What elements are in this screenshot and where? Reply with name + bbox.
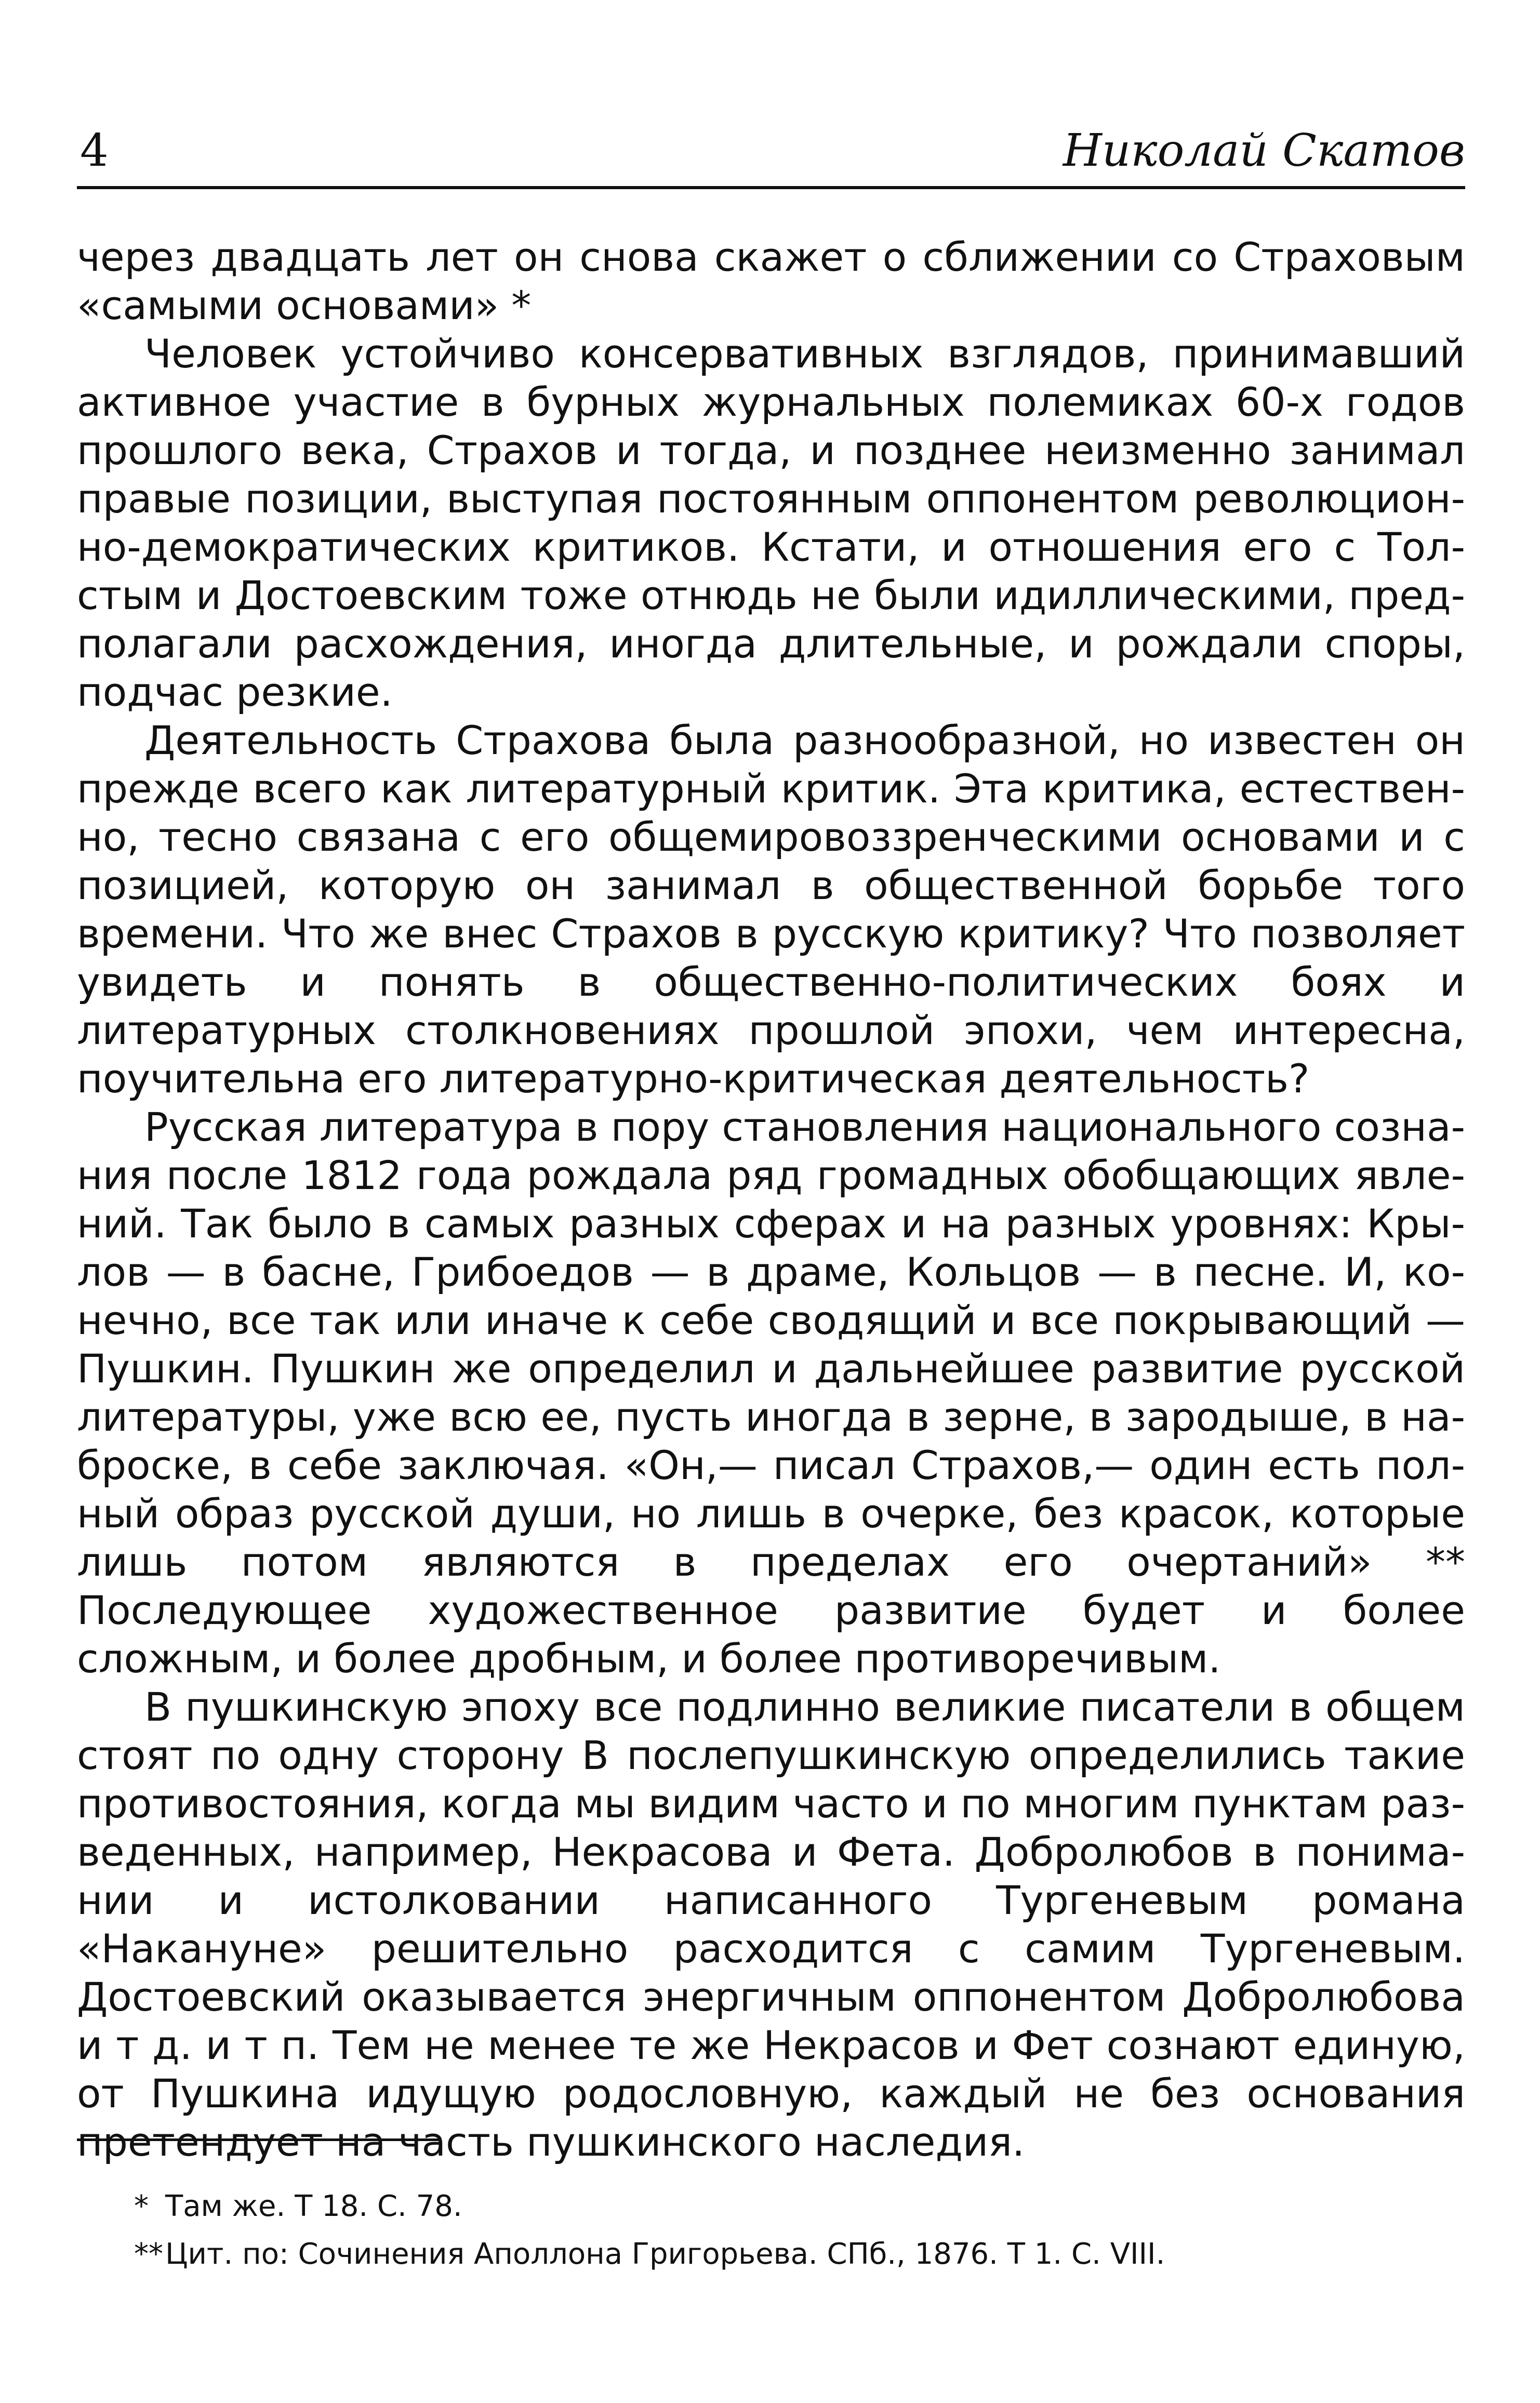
paragraph: через двадцать лет он снова скажет о сближении со Страховым «самыми основами» *: [77, 234, 1465, 328]
header-rule: [77, 186, 1465, 189]
footnotes: [134, 2183, 1412, 2278]
footnote: [134, 2230, 1412, 2278]
running-head: [77, 125, 1465, 182]
paragraph: В пушкинскую эпоху все подлинно великие писатели в общем стоят по одну сторону В послепушкинскую определились такие противостояния, когда мы видим часто и по многим пунктам разведенных, например, Некрасова и Фета. Добролюбов в понимании и истолковании написанного Тургеневым романа «Накануне» решительно расходится с самим Тургеневым. Достоевский оказывается энергичным оппонентом Добролюбова и т д. и т п. Тем не менее те же Некрасов и Фет сознают единую, от Пушкина идущую родословную, каждый не без основания претендует на часть пушкинского наследия.: [77, 1684, 1465, 2165]
footnote-mark: *: [134, 2189, 149, 2223]
book-page: [77, 0, 1465, 2403]
footnote-mark: **: [134, 2237, 163, 2271]
footnote-text: Цит. по: Сочинения Аполлона Григорьева. СПб., 1876. Т 1. С. VIII.: [165, 2237, 1165, 2271]
body-text: [77, 233, 1465, 2166]
paragraph: Русская литература в пору становления национального сознания после 1812 года рождала ряд громадных обобщающих явлений. Так было в самых разных сферах и на разных уровнях: Крылов — в басне, Грибоедов — в драме, Кольцов — в песне. И, конечно, все так или иначе к себе сводящий и все покрывающий — Пушкин. Пушкин же определил и дальнейшее развитие русской литературы, уже всю ее, пусть иногда в зерне, в зародыше, в наброске, в себе заключая. «Он,— писал Страхов,— один есть полный образ русской души, но лишь в очерке, без красок, которые лишь потом являются в пределах его очертаний» ** Последующее художественное развитие будет и более сложным, и более дробным, и более противоречивым.: [77, 1104, 1465, 1682]
running-head-author: Николай Скатов: [1063, 125, 1465, 177]
paragraph: Человек устойчиво консервативных взглядов, принимавший активное участие в бурных журнальных полемиках 60-х годов прошлого века, Страхов и тогда, и позднее неизменно занимал правые позиции, выступая постоянным оппонентом революционно-демократических критиков. Кстати, и отношения его с Толстым и Достоевским тоже отнюдь не были идиллическими, предполагали расхождения, иногда длительные, и рождали споры, подчас резкие.: [77, 331, 1465, 715]
paragraph: Деятельность Страхова была разнообразной, но известен он прежде всего как литературный критик. Эта критика, естественно, тесно связана с его общемировоззренческими основами и с позицией, которую он занимал в общественной борьбе того времени. Что же внес Страхов в русскую критику? Что позволяет увидеть и понять в общественно-политических боях и литературных столкновениях прошлой эпохи, чем интересна, поучительна его литературно-критическая деятельность?: [77, 717, 1465, 1102]
footnote-rule: [77, 2138, 441, 2141]
footnote-text: Там же. Т 18. С. 78.: [165, 2189, 462, 2223]
page-number: 4: [80, 125, 109, 177]
footnote: [134, 2183, 1412, 2230]
